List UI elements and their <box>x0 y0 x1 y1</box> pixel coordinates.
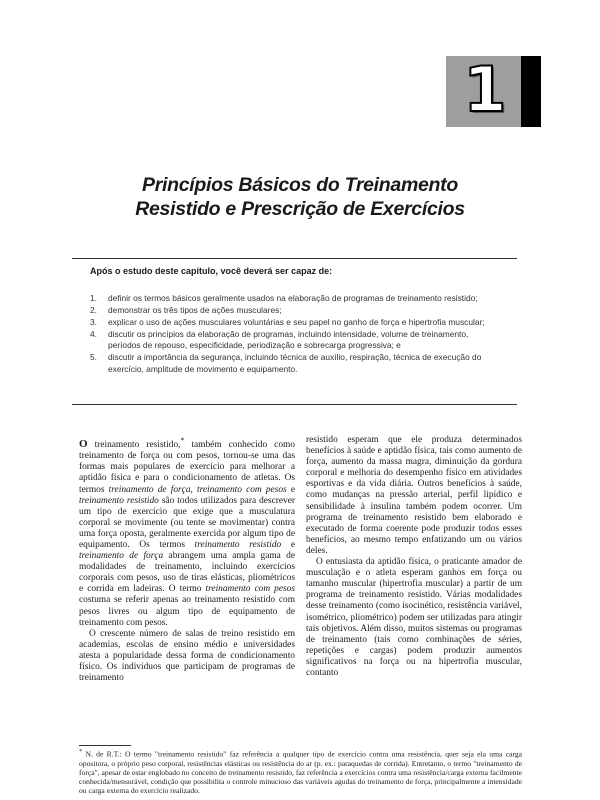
body-text: e <box>286 484 295 495</box>
body-text: treinamento resistido, <box>87 440 181 451</box>
footnote-reference: * <box>180 436 185 445</box>
body-paragraph: O crescente número de salas de treino resistido em academias, escolas de ensino médio e universidades atesta a popularidade dessa forma de condicionamento físico. Os indivíduos que participam de programas de treinamento <box>79 628 295 684</box>
objective-text: demonstrar os três tipos de ações musculares; <box>108 305 282 316</box>
objective-item <box>90 352 498 374</box>
footnote <box>79 747 522 795</box>
objective-number: 3. <box>90 317 97 328</box>
objective-text: definir os termos básicos geralmente usados na elaboração de programas de treinamento resistido; <box>108 293 478 303</box>
objective-item <box>90 305 498 316</box>
emphasis-term: treinamento de força, treinamento com pesos <box>108 484 287 495</box>
objectives-heading: Após o estudo deste capítulo, você deverá ser capaz de: <box>90 266 333 276</box>
objectives-top-rule <box>72 258 517 259</box>
body-text: também conhecido como treinamento de força ou com pesos, tornou-se uma das formas mais populares de exercício para melhorar a aptidão física e para o condicionamento de atletas. Os termos <box>79 440 295 495</box>
drop-cap: O <box>79 438 88 451</box>
chapter-title-line-2: Resistido e Prescrição de Exercícios <box>135 198 465 220</box>
body-column-right <box>306 435 522 679</box>
objectives-list <box>90 293 498 376</box>
footnote-mark: * <box>79 748 83 755</box>
objective-text: discutir a importância da segurança, incluindo técnica de auxílio, respiração, técnica de execução do exercício, amplitude de movimento e equipamento. <box>108 352 482 374</box>
objectives-bottom-rule <box>72 404 517 405</box>
objective-text: discutir os princípios da elaboração de programas, incluindo intensidade, volume de treinamento, períodos de repouso, especificidade, periodização e sobrecarga progressiva; e <box>108 329 469 351</box>
emphasis-term: treinamento resistido <box>194 539 282 550</box>
objective-item <box>90 317 498 328</box>
body-paragraph: O entusiasta da aptidão física, o praticante amador de musculação e o atleta esperam ganhos em força ou tamanho muscular (hipertrofia muscular) a partir de um programa de treinamento resistido. Várias modalidades desse treinamento (como isocinético, resistência variável, isométrico, pliométrico) podem ser utilizadas para atingir tais objetivos. Além disso, muitos sistemas ou programas de treinamento (tais como combinações de séries, repetições e cargas) podem produzir aumentos significativos na força ou na hipertrofia muscular, contanto <box>306 557 522 678</box>
chapter-title <box>0 173 600 221</box>
chapter-title-line-1: Princípios Básicos do Treinamento <box>142 174 458 196</box>
body-paragraph: resistido esperam que ele produza determinados benefícios à saúde e aptidão física, tais como aumento de força, aumento da massa magra, diminuição da gordura corporal e melhoria do desempenho físico em atividades esportivas e da vida diária. Outros benefícios à saúde, como mudanças na pressão arterial, perfil lipídico e sensibilidade à insulina também podem ocorrer. Um programa de treinamento resistido bem elaborado e executado de forma coerente pode produzir todos esses benefícios, ao mesmo tempo enfatizando um ou vários deles. <box>306 435 522 556</box>
objective-item <box>90 293 498 304</box>
body-text: e <box>281 539 296 550</box>
objective-number: 1. <box>90 293 97 303</box>
objective-number: 4. <box>90 329 97 340</box>
chapter-number: 1 <box>463 53 507 126</box>
objective-item <box>90 329 498 351</box>
body-paragraph <box>79 435 295 629</box>
body-text: costuma se referir apenas ao treinamento resistido com pesos livres ou algum tipo de equipamento de treinamento com pesos. <box>79 595 295 628</box>
emphasis-term: treinamento resistido <box>79 495 159 506</box>
body-text: são todos utilizados para descrever um tipo de exercício que exige que a musculatura corporal se movimente (ou tente se movimentar) contra uma força oposta, geralmente exercida por algum tipo de equipamento. Os termos <box>79 495 296 550</box>
chapter-tab-black-bar <box>521 56 541 127</box>
emphasis-term: treinamento de força <box>79 551 164 562</box>
objective-number: 2. <box>90 305 97 316</box>
emphasis-term: treinamento com pesos <box>205 584 295 595</box>
body-column-left <box>79 435 295 684</box>
body-text: abrangem uma ampla gama de modalidades de treinamento, incluindo exercícios corporais com pesos, uso de tiras elásticas, pliométricos e corrida em ladeiras. O termo <box>79 551 295 595</box>
objective-text: explicar o uso de ações musculares voluntárias e seu papel no ganho de força e hipertrofia muscular; <box>108 317 485 328</box>
footnote-rule <box>79 745 131 746</box>
objective-number: 5. <box>90 352 97 363</box>
footnote-text: N. de R.T.: O termo "treinamento resistido" faz referência a qualquer tipo de exercício contra uma resistência, quer seja ela uma carga opositora, o próprio peso corporal, resistências elásticas ou resistência do ar (p. ex.: paraquedas de corrida). Entretanto, o termo "treinamento de força", apesar de estar englobado no conceito de treinamento resistido, faz referência a exercícios contra uma resistência/carga externa facilmente conhecida/mensurável, condição que possibilita o controle minucioso das variáveis agudas do treinamento de força, principalmente a intensidade ou carga externa do exercício realizado. <box>79 749 522 795</box>
